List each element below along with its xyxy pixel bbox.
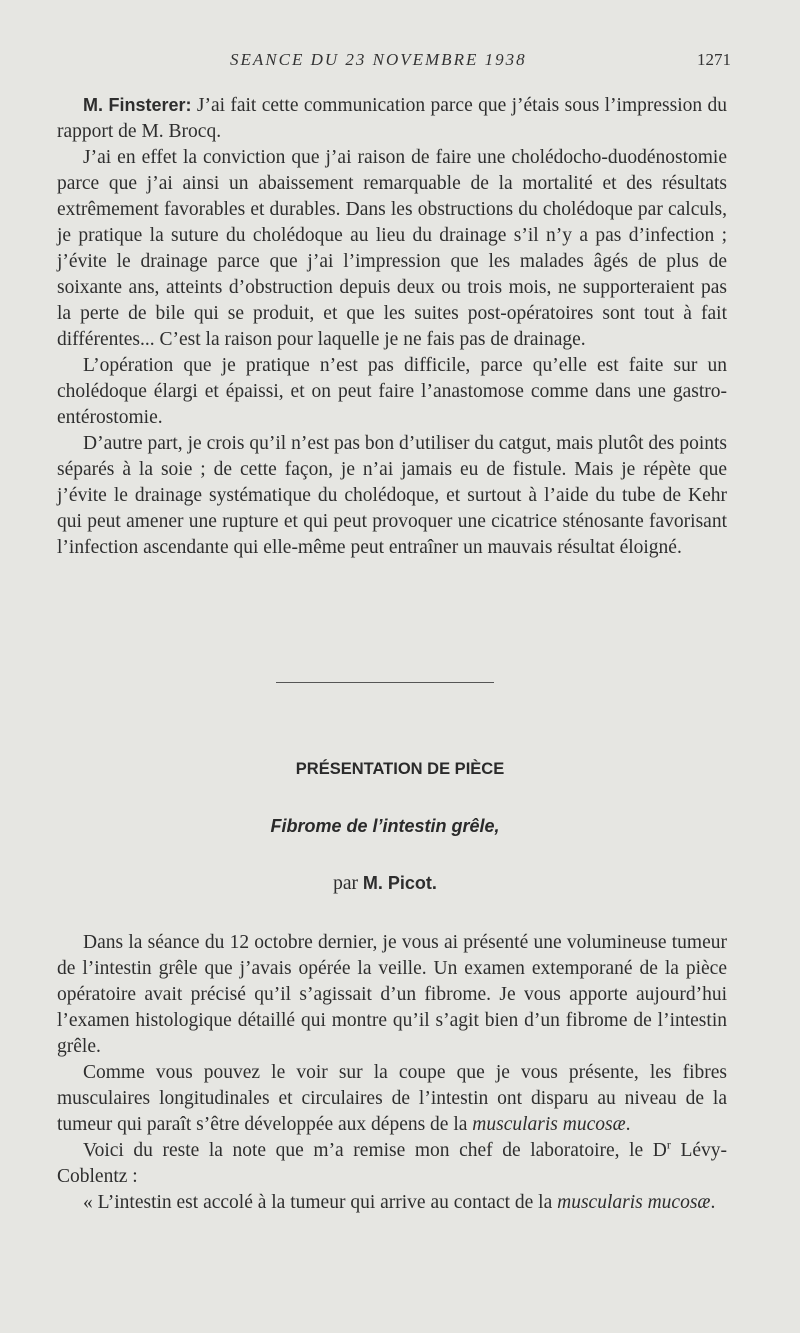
discussion-text xyxy=(57,92,727,561)
italic-term: muscularis mucosæ xyxy=(557,1192,711,1213)
discussion-paragraph-4: D’autre part, je crois qu’il n’est pas bon d’utiliser du catgut, mais plutôt des points séparés à la soie ; de cette façon, je n’ai jamais eu de fistule. Mais je répète que j’évite le drainage systématique du cholédoque, et surtout à l’aide du tube de Kehr qui peut amener une rupture et qui peut provoquer une cicatrice sténosante favorisant l’infection ascendante qui elle-même peut entraîner un mauvais résultat éloigné. xyxy=(57,433,727,558)
presentation-text xyxy=(57,930,727,1216)
section-title: PRÉSENTATION DE PIÈCE xyxy=(295,760,505,778)
presentation-paragraph-2 xyxy=(57,1060,727,1138)
presentation-paragraph-1: Dans la séance du 12 octobre dernier, je vous ai présenté une volumineuse tumeur de l’intestin grêle que j’avais opérée la veille. Un examen extemporané de la pièce opératoire avait précisé qu’il s’agissait d’un fibrome. Je vous apporte aujourd’hui l’examen histologique détaillé qui montre qu’il s’agit bien d’un fibrome de l’intestin grêle. xyxy=(57,932,727,1057)
paragraph-text: Lévy-Coblentz : xyxy=(57,1140,727,1187)
speaker-name: M. Finsterer: xyxy=(83,95,192,115)
page-header xyxy=(0,50,800,74)
discussion-paragraph-2: J’ai en effet la conviction que j’ai raison de faire une cholédocho-duodénostomie parce que j’ai ainsi un abaissement remarquable de la mortalité et des résultats extrêmement favorables et durables. Dans les obstructions du cholédoque par calculs, je pratique la suture du cholédoque au lieu du drainage s’il n’y a pas d’infection ; j’évite le drainage parce que j’ai l’impression que les malades âgés de plus de soixante ans, atteints d’obstruction depuis deux ou trois mois, ne supporteraient pas la perte de bile qui se produit, et que les suites post-opératoires sont tout à fait différentes... C’est la raison pour laquelle je ne fais pas de drainage. xyxy=(57,147,727,350)
paragraph-text: . xyxy=(625,1114,631,1135)
paragraph-text: J’ai fait cette communication parce que j’étais sous l’impression du rapport de M. Brocq. xyxy=(57,95,727,142)
running-title: SEANCE DU 23 NOVEMBRE 1938 xyxy=(230,50,527,69)
presentation-paragraph-3 xyxy=(57,1138,727,1190)
discussion-paragraph-1 xyxy=(57,92,727,145)
byline xyxy=(0,873,770,895)
paragraph-text: Comme vous pouvez le voir sur la coupe que je vous présente, les fibres musculaires longitudinales et circulaires de l’intestin ont disparu au niveau de la tumeur qui paraît s’être développée aux dépens de la xyxy=(57,1062,727,1135)
paragraph-text: . xyxy=(710,1192,716,1213)
page-number: 1271 xyxy=(697,50,731,69)
section-divider xyxy=(276,682,494,683)
superscript: r xyxy=(666,1137,671,1152)
paragraph-text: Voici du reste la note que m’a remise mon chef de laboratoire, le D xyxy=(83,1140,667,1161)
italic-term: muscularis mucosæ xyxy=(472,1114,626,1135)
article-subtitle: Fibrome de l’intestin grêle, xyxy=(270,816,500,836)
paragraph-text: « L’intestin est accolé à la tumeur qui arrive au contact de la xyxy=(83,1192,558,1213)
author-name: M. Picot. xyxy=(362,873,437,893)
discussion-paragraph-3: L’opération que je pratique n’est pas difficile, parce qu’elle est faite sur un cholédoque élargi et épaissi, et on peut faire l’anastomose comme dans une gastro-entérostomie. xyxy=(57,355,727,428)
byline-prefix: par xyxy=(333,873,363,894)
presentation-paragraph-4 xyxy=(57,1190,727,1216)
